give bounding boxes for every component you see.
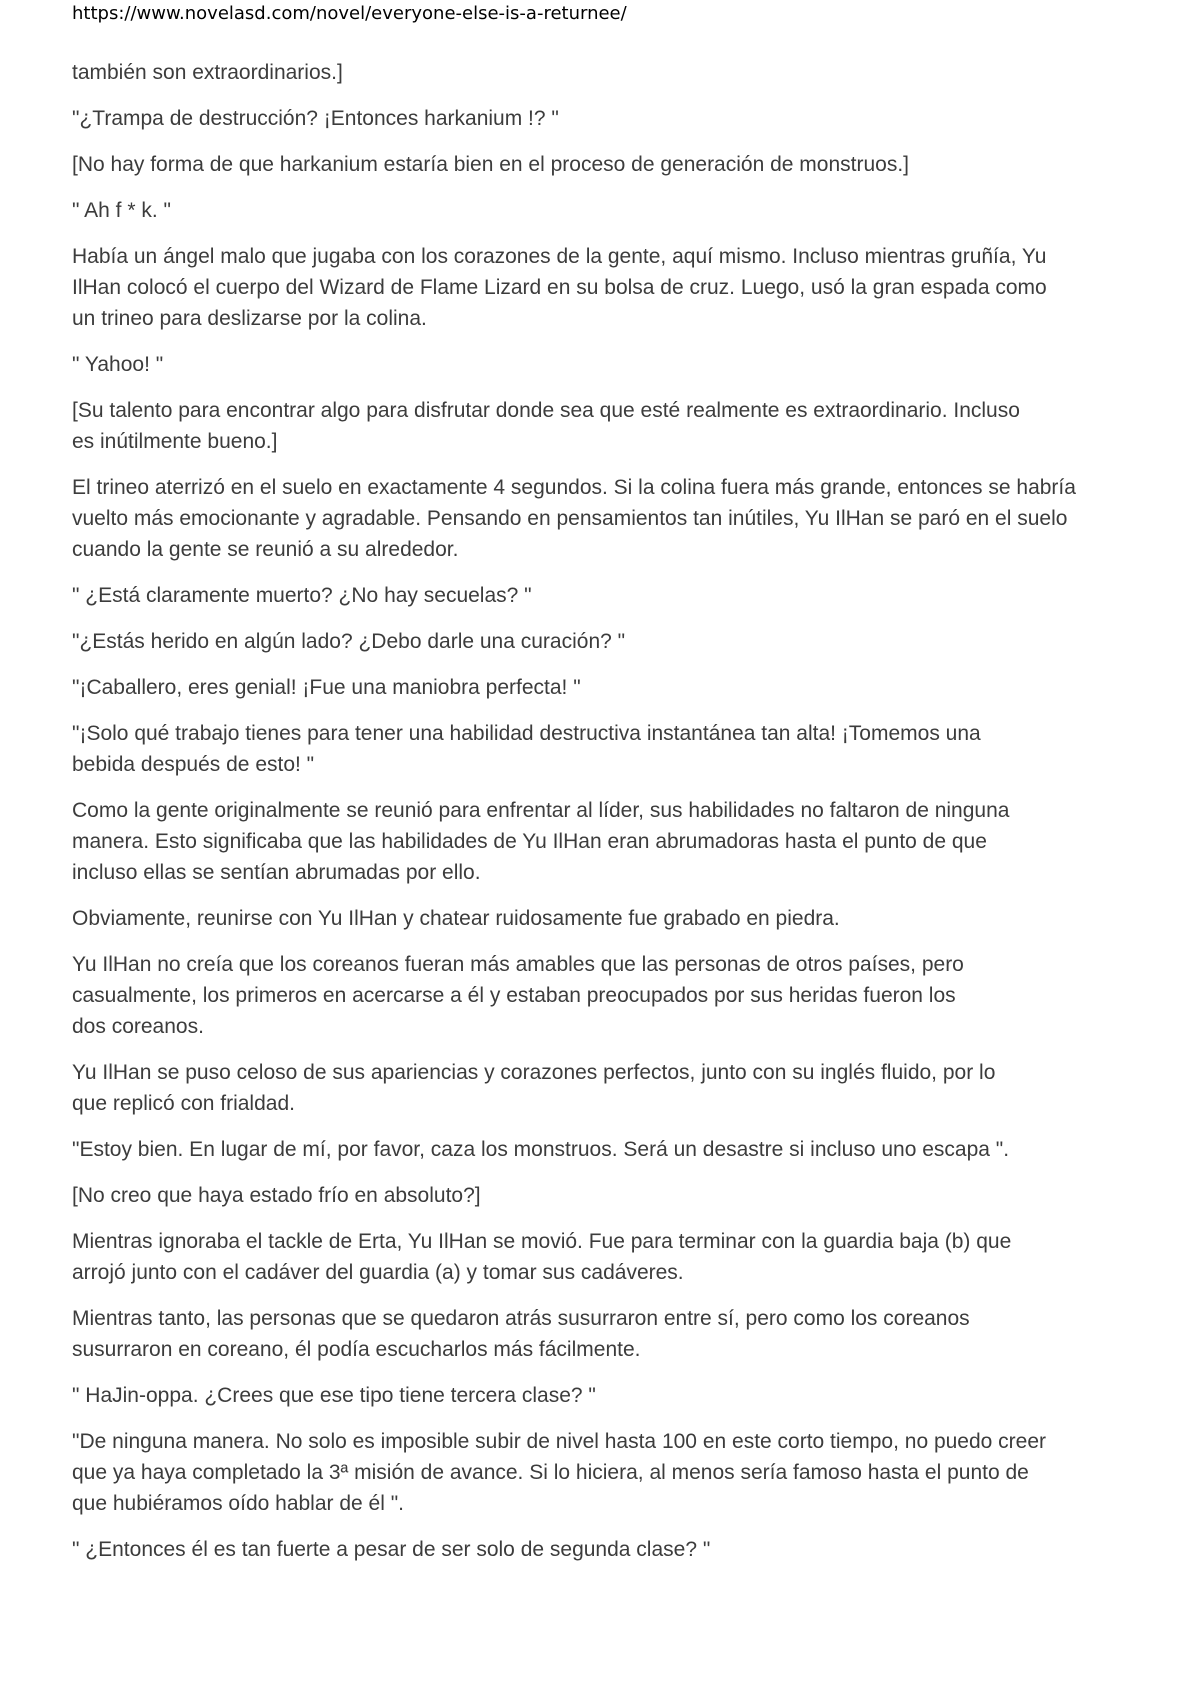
paragraph: [No hay forma de que harkanium estaría bien en el proceso de generación de monstruos.] xyxy=(72,153,909,176)
paragraph: "¡Solo qué trabajo tienes para tener una habilidad destructiva instantánea tan alta! ¡Tomemos una bebida después de esto! " xyxy=(72,722,981,776)
paragraph: Mientras ignoraba el tackle de Erta, Yu IlHan se movió. Fue para terminar con la guardia baja (b) que arrojó junto con el cadáver del guardia (a) y tomar sus cadáveres. xyxy=(72,1230,1012,1284)
paragraph: Había un ángel malo que jugaba con los corazones de la gente, aquí mismo. Incluso mientras gruñía, Yu IlHan colocó el cuerpo del Wizard de Flame Lizard en su bolsa de cruz. Luego, usó la gran espada como un trineo para deslizarse por la colina. xyxy=(72,245,1047,330)
paragraph: " HaJin-oppa. ¿Crees que ese tipo tiene tercera clase? " xyxy=(72,1384,596,1407)
paragraph: " ¿Entonces él es tan fuerte a pesar de ser solo de segunda clase? " xyxy=(72,1538,711,1561)
paragraph: Yu IlHan se puso celoso de sus apariencias y corazones perfectos, junto con su inglés fluido, por lo que replicó con frialdad. xyxy=(72,1061,996,1115)
paragraph: " Yahoo! " xyxy=(72,353,164,376)
paragraph: Obviamente, reunirse con Yu IlHan y chatear ruidosamente fue grabado en piedra. xyxy=(72,907,840,930)
paragraph: "¿Trampa de destrucción? ¡Entonces harkanium !? " xyxy=(72,107,559,130)
paragraph: Yu IlHan no creía que los coreanos fueran más amables que las personas de otros países, pero casualmente, los primeros en acercarse a él y estaban preocupados por sus heridas fueron los dos coreanos. xyxy=(72,953,964,1038)
paragraph: Como la gente originalmente se reunió para enfrentar al líder, sus habilidades no faltaron de ninguna manera. Esto significaba que las habilidades de Yu IlHan eran abrumadoras hasta el punto de que incluso ellas se sentían abrumadas por ello. xyxy=(72,799,1010,884)
paragraph: "¡Caballero, eres genial! ¡Fue una maniobra perfecta! " xyxy=(72,676,581,699)
paragraph: también son extraordinarios.] xyxy=(72,61,343,84)
paragraph: "¿Estás herido en algún lado? ¿Debo darle una curación? " xyxy=(72,630,626,653)
paragraph: [Su talento para encontrar algo para disfrutar donde sea que esté realmente es extraordinario. Incluso es inútilmente bueno.] xyxy=(72,399,1020,453)
paragraph: El trineo aterrizó en el suelo en exactamente 4 segundos. Si la colina fuera más grande, entonces se habría vuelto más emocionante y agradable. Pensando en pensamientos tan inútiles, Yu IlHan se paró en el suelo cuando la gente se reunió a su alrededor. xyxy=(72,476,1076,561)
paragraph: Mientras tanto, las personas que se quedaron atrás susurraron entre sí, pero como los coreanos susurraron en coreano, él podía escucharlos más fácilmente. xyxy=(72,1307,970,1361)
paragraph: "De ninguna manera. No solo es imposible subir de nivel hasta 100 en este corto tiempo, no puedo creer que ya haya completado la 3ª misión de avance. Si lo hiciera, al menos sería famoso hasta el punto de que hubiéramos oído hablar de él ". xyxy=(72,1430,1047,1515)
paragraph: [No creo que haya estado frío en absoluto?] xyxy=(72,1184,481,1207)
page-url: https://www.novelasd.com/novel/everyone-else-is-a-returnee/ xyxy=(72,3,627,24)
paragraph: "Estoy bien. En lugar de mí, por favor, caza los monstruos. Será un desastre si incluso uno escapa ". xyxy=(72,1138,1010,1161)
document-body xyxy=(72,57,1128,1580)
paragraph: " Ah f * k. " xyxy=(72,199,171,222)
paragraph: " ¿Está claramente muerto? ¿No hay secuelas? " xyxy=(72,584,532,607)
